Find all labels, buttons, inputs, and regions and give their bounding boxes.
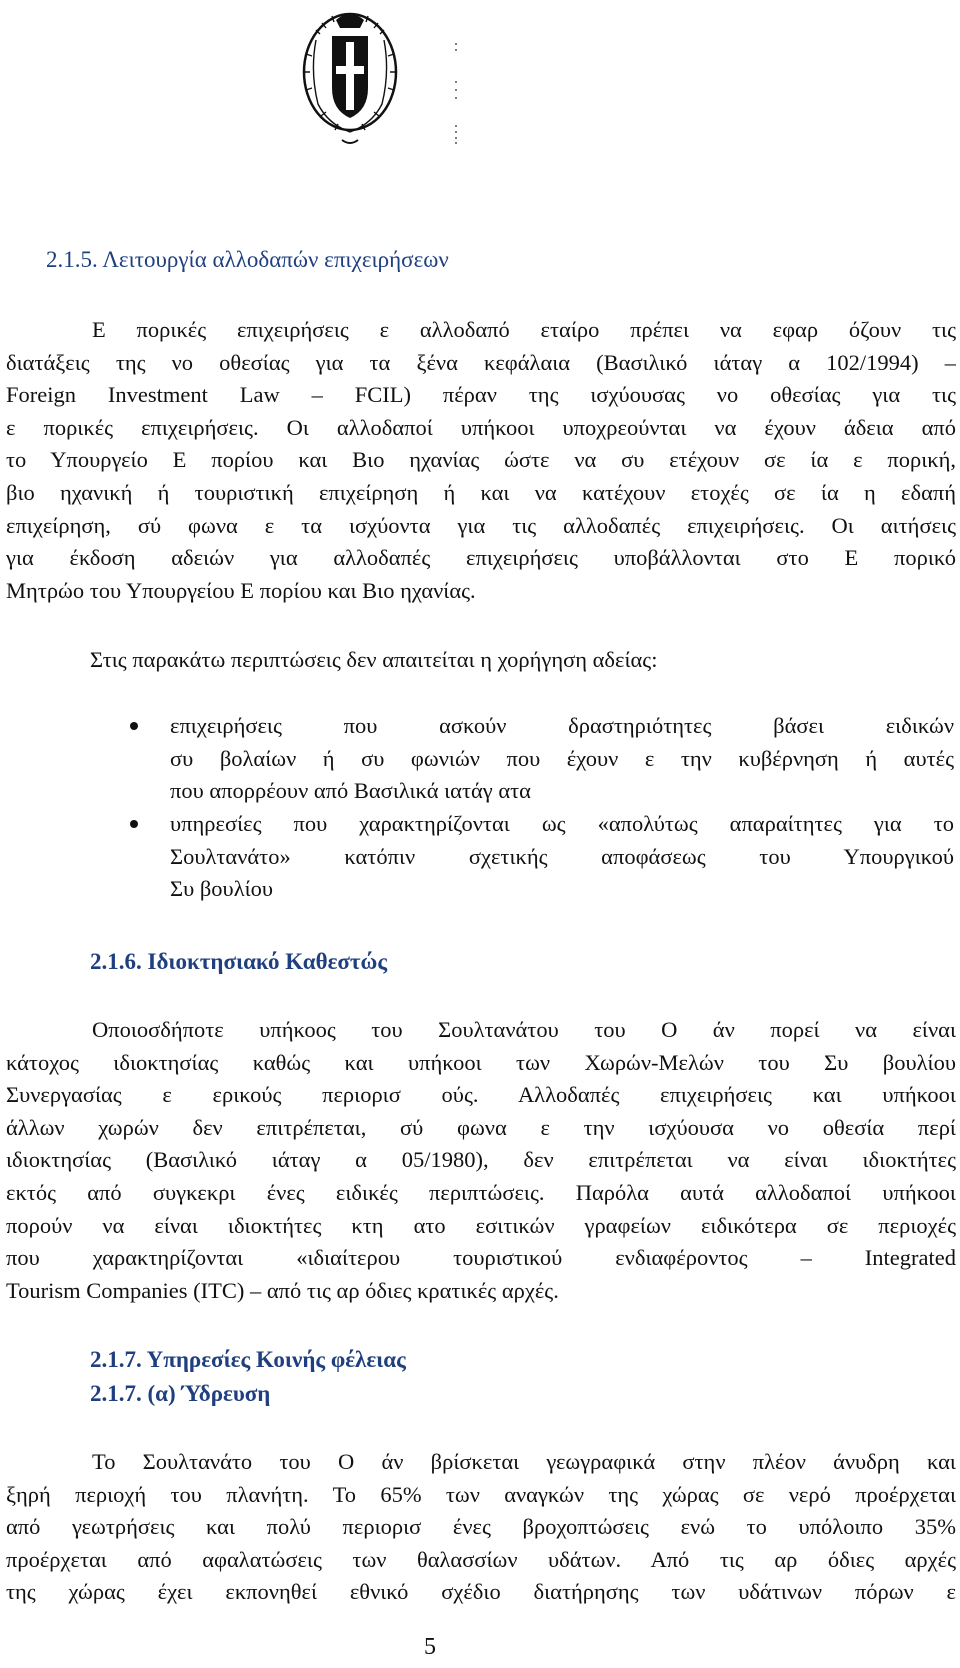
page-number: 5 bbox=[424, 1634, 436, 1660]
text-line: Συνεργασίας ε ερικούς περιορισ ούς. Αλλοδαπές επιχειρήσεις και υπήκοοι bbox=[6, 1082, 956, 1108]
text-line: διατάξεις της νο οθεσίας για τα ξένα κεφάλαια (Βασιλικό ιάταγ α 102/1994) – bbox=[6, 349, 956, 375]
list-item bbox=[170, 808, 954, 906]
margin-dotted-mark bbox=[452, 42, 460, 144]
text-line: για έκδοση αδειών για αλλοδαπές επιχειρήσεις υποβάλλονται στο Ε πορικό bbox=[6, 545, 956, 571]
text-line: Ε πορικές επιχειρήσεις ε αλλοδαπό εταίρο πρέπει να εφαρ όζουν τις bbox=[92, 317, 956, 342]
coat-of-arms-greek-cross-icon bbox=[296, 0, 404, 148]
bullet-icon bbox=[130, 820, 138, 828]
text-line: που απορρέουν από Βασιλικά ιατάγ ατα bbox=[170, 778, 531, 804]
text-line: εκτός από συγκεκρι ένες ειδικές περιπτώσεις. Παρόλα αυτά αλλοδαποί υπήκοοι bbox=[6, 1179, 956, 1205]
bullet-icon bbox=[130, 722, 138, 730]
text-line: κάτοχος ιδιοκτησίας καθώς και υπήκοοι των Χωρών-Μελών του Συ βουλίου bbox=[6, 1049, 956, 1075]
text-line: Σουλτανάτο» κατόπιν σχετικής αποφάσεως του Υπουργικού bbox=[170, 843, 954, 869]
subsection-heading-water-supply: 2.1.7. (α) Ύδρευση bbox=[90, 1381, 271, 1406]
text-line: Το Σουλτανάτο του Ο άν βρίσκεται γεωγραφικά στην πλέον άνυδρη και bbox=[92, 1449, 956, 1474]
text-line: συ βολαίων ή συ φωνιών που έχουν ε την κυβέρνηση ή αυτές bbox=[170, 745, 954, 771]
text-line: Μητρώο του Υπουργείου Ε πορίου και Βιο ηχανίας. bbox=[6, 577, 476, 603]
text-line: υπηρεσίες που χαρακτηρίζονται ως «απολύτως απαραίτητες για το bbox=[170, 811, 954, 836]
text-line: ιδιοκτησίας (Βασιλικό ιάταγ α 05/1980), δεν επιτρέπεται να είναι ιδιοκτήτες bbox=[6, 1147, 956, 1173]
text-line: πορούν να είναι ιδιοκτήτες κτη ατο εσιτικών γραφείων ειδικότερα σε περιοχές bbox=[6, 1212, 956, 1238]
paragraph-foreign-business bbox=[6, 314, 956, 607]
text-line: Οποιοσδήποτε υπήκοος του Σουλτανάτου του Ο άν πορεί να είναι bbox=[92, 1017, 956, 1042]
text-line: Foreign Investment Law – FCIL) πέραν της ισχύουσας νο οθεσίας για τις bbox=[6, 382, 956, 408]
paragraph-water-supply bbox=[6, 1446, 956, 1609]
text-line: προέρχεται από αφαλατώσεις των θαλασσίων υδάτων. Από τις αρ όδιες αρχές bbox=[6, 1546, 956, 1572]
text-line: βιο ηχανική ή τουριστική επιχείρηση ή και να κατέχουν ετοχές σε ία η εδαπή bbox=[6, 479, 956, 505]
text-line: επιχείρηση, σύ φωνα ε τα ισχύοντα για τις αλλοδαπές επιχειρήσεις. Οι αιτήσεις bbox=[6, 512, 956, 538]
text-line: της χώρας έχει εκπονηθεί εθνικό σχέδιο διατήρησης των υδάτινων πόρων ε bbox=[6, 1579, 956, 1605]
text-line: Συ βουλίου bbox=[170, 876, 274, 902]
text-line: ε πορικές επιχειρήσεις. Οι αλλοδαποί υπήκοοι υποχρεούνται να έχουν άδεια από bbox=[6, 414, 956, 440]
section-heading-2-1-5: 2.1.5. Λειτουργία αλλοδαπών επιχειρήσεων bbox=[46, 247, 449, 272]
section-heading-2-1-7: 2.1.7. Υπηρεσίες Κοινής φέλειας bbox=[90, 1347, 406, 1372]
text-line: Tourism Companies (ITC) – από τις αρ όδιες κρατικές αρχές. bbox=[6, 1277, 559, 1303]
text-line: άλλων χωρών δεν επιτρέπεται, σύ φωνα ε την ισχύουσα νο οθεσία περί bbox=[6, 1114, 956, 1140]
list-item bbox=[170, 710, 954, 808]
text-line: το Υπουργείο Ε πορίου και Βιο ηχανίας ώστε να συ ετέχουν σε ία ε πορική, bbox=[6, 447, 956, 473]
paragraph-property-status bbox=[6, 1014, 956, 1307]
exemptions-intro: Στις παρακάτω περιπτώσεις δεν απαιτείται η χορήγηση αδείας: bbox=[90, 647, 658, 672]
text-line: ξηρή περιοχή του πλανήτη. Το 65% των αναγκών της χώρας σε νερό προέρχεται bbox=[6, 1481, 956, 1507]
text-line: από γεωτρήσεις και πολύ περιορισ ένες βροχοπτώσεις ενώ το υπόλοιπο 35% bbox=[6, 1514, 956, 1540]
section-heading-2-1-6: 2.1.6. Ιδιοκτησιακό Καθεστώς bbox=[90, 949, 388, 974]
text-line: που χαρακτηρίζονται «ιδιαίτερου τουριστικού ενδιαφέροντος – Integrated bbox=[6, 1245, 956, 1271]
text-line: επιχειρήσεις που ασκούν δραστηριότητες βάσει ειδικών bbox=[170, 713, 954, 738]
